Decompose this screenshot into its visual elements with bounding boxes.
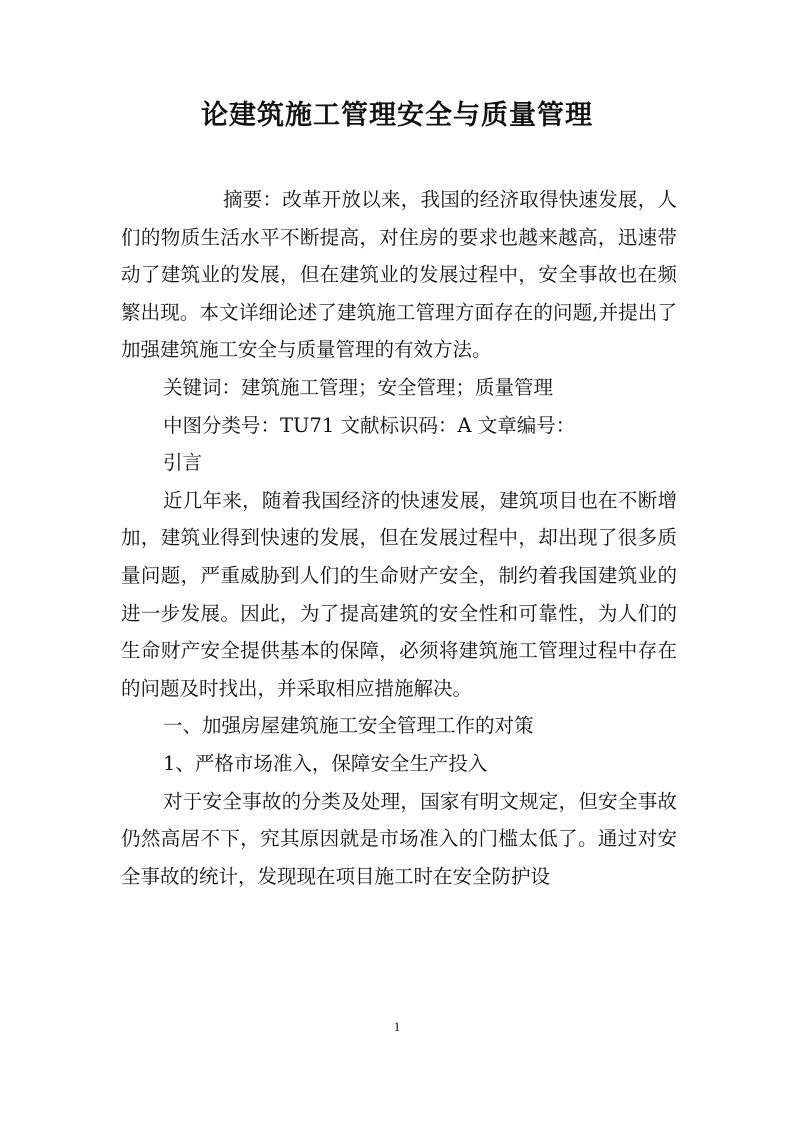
keywords-line: 关键词：建筑施工管理；安全管理；质量管理 [163, 375, 554, 399]
subsection-heading: 1、严格市场准入，保障安全生产投入 [163, 751, 488, 775]
intro-heading: 引言 [163, 451, 203, 475]
classification-line: 中图分类号：TU71 文献标识码：A 文章编号： [163, 413, 576, 437]
subsection-paragraph: 对于安全事故的分类及处理，国家有明文规定，但安全事故仍然高居不下，究其原因就是市场准入的门槛太低了。通过对安全事故的统计，发现现在项目施工时在安全防护设 [121, 789, 677, 888]
document-body [121, 181, 677, 895]
document-title: 论建筑施工管理安全与质量管理 [201, 100, 593, 131]
page-number: 1 [393, 1019, 401, 1034]
section-heading: 一、加强房屋建筑施工安全管理工作的对策 [163, 714, 534, 738]
intro-paragraph: 近几年来，随着我国经济的快速发展，建筑项目也在不断增加，建筑业得到快速的发展，但在发展过程中，却出现了很多质量问题，严重威胁到人们的生命财产安全，制约着我国建筑业的进一步发展。因此，为了提高建筑的安全性和可靠性，为人们的生命财产安全提供基本的保障，必须将建筑施工管理过程中存在的问题及时找出，并采取相应措施解决。 [121, 488, 677, 700]
abstract-paragraph: 摘要：改革开放以来，我国的经济取得快速发展，人们的物质生活水平不断提高，对住房的要求也越来越高，迅速带动了建筑业的发展，但在建筑业的发展过程中，安全事故也在频繁出现。本文详细论述了建筑施工管理方面存在的问题,并提出了加强建筑施工安全与质量管理的有效方法。 [121, 188, 677, 362]
